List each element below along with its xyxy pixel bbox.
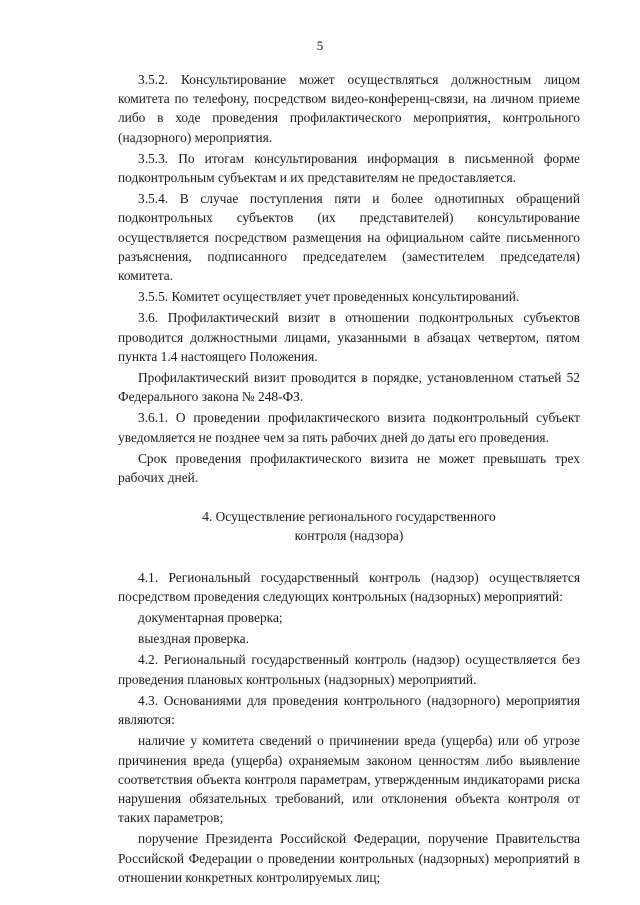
page-number: 5 <box>316 38 324 53</box>
paragraph-3-5-2: 3.5.2. Консультирование может осуществляться должностным лицом комитета по телефону, посредством видео-конференц-связи, на личном приеме либо в ходе проведения профилактического мероприятия, контрольного (надзорного) мероприятия. <box>118 72 580 145</box>
section-heading-line-2: контроля (надзора) <box>294 528 404 544</box>
document-body <box>118 70 580 889</box>
paragraph-3-5-4: 3.5.4. В случае поступления пяти и более однотипных обращений подконтрольных субъектов (их представителей) консультирование осуществляется посредством размещения на официальном сайте письменного разъяснения, подписанного председателем (заместителем председателя) комитета. <box>118 191 580 284</box>
paragraph-grounds-instruction: поручение Президента Российской Федерации, поручение Правительства Российской Федерации о проведении контрольных (надзорных) мероприятий в отношении конкретных контролируемых лиц; <box>118 831 580 885</box>
paragraph-visit-procedure: Профилактический визит проводится в порядке, установленном статьей 52 Федерального закона № 248-ФЗ. <box>118 370 580 405</box>
paragraph-3-6: 3.6. Профилактический визит в отношении подконтрольных субъектов проводится должностными лицами, указанными в абзацах четвертом, пятом пункта 1.4 настоящего Положения. <box>118 310 580 364</box>
list-item-documentary-check: документарная проверка; <box>138 610 283 626</box>
section-heading-line-1: 4. Осуществление регионального государственного <box>202 509 496 525</box>
paragraph-3-6-1: 3.6.1. О проведении профилактического визита подконтрольный субъект уведомляется не позднее чем за пять рабочих дней до даты его проведения. <box>118 410 580 445</box>
section-heading <box>118 507 580 545</box>
paragraph-3-5-5: 3.5.5. Комитет осуществляет учет проведенных консультирований. <box>138 289 520 305</box>
paragraph-4-3: 4.3. Основаниями для проведения контрольного (надзорного) мероприятия являются: <box>118 692 580 728</box>
paragraph-4-2: 4.2. Региональный государственный контроль (надзор) осуществляется без проведения плановых контрольных (надзорных) мероприятий. <box>118 652 580 687</box>
paragraph-4-1: 4.1. Региональный государственный контроль (надзор) осуществляется посредством проведения следующих контрольных (надзорных) мероприятий: <box>118 569 580 604</box>
paragraph-3-5-3: 3.5.3. По итогам консультирования информация в письменной форме подконтрольным субъектам и их представителям не предоставляется. <box>118 150 580 186</box>
paragraph-grounds-harm: наличие у комитета сведений о причинении вреда (ущерба) или об угрозе причинения вреда (ущерба) охраняемым законом ценностям либо выявление соответствия объекта контроля параметрам, утвержденным индикаторами риска нарушения обязательных требований, или отклонения объекта контроля от таких параметров; <box>118 733 580 826</box>
list-item-field-check: выездная проверка. <box>138 631 249 647</box>
paragraph-visit-duration: Срок проведения профилактического визита не может превышать трех рабочих дней. <box>118 450 580 486</box>
